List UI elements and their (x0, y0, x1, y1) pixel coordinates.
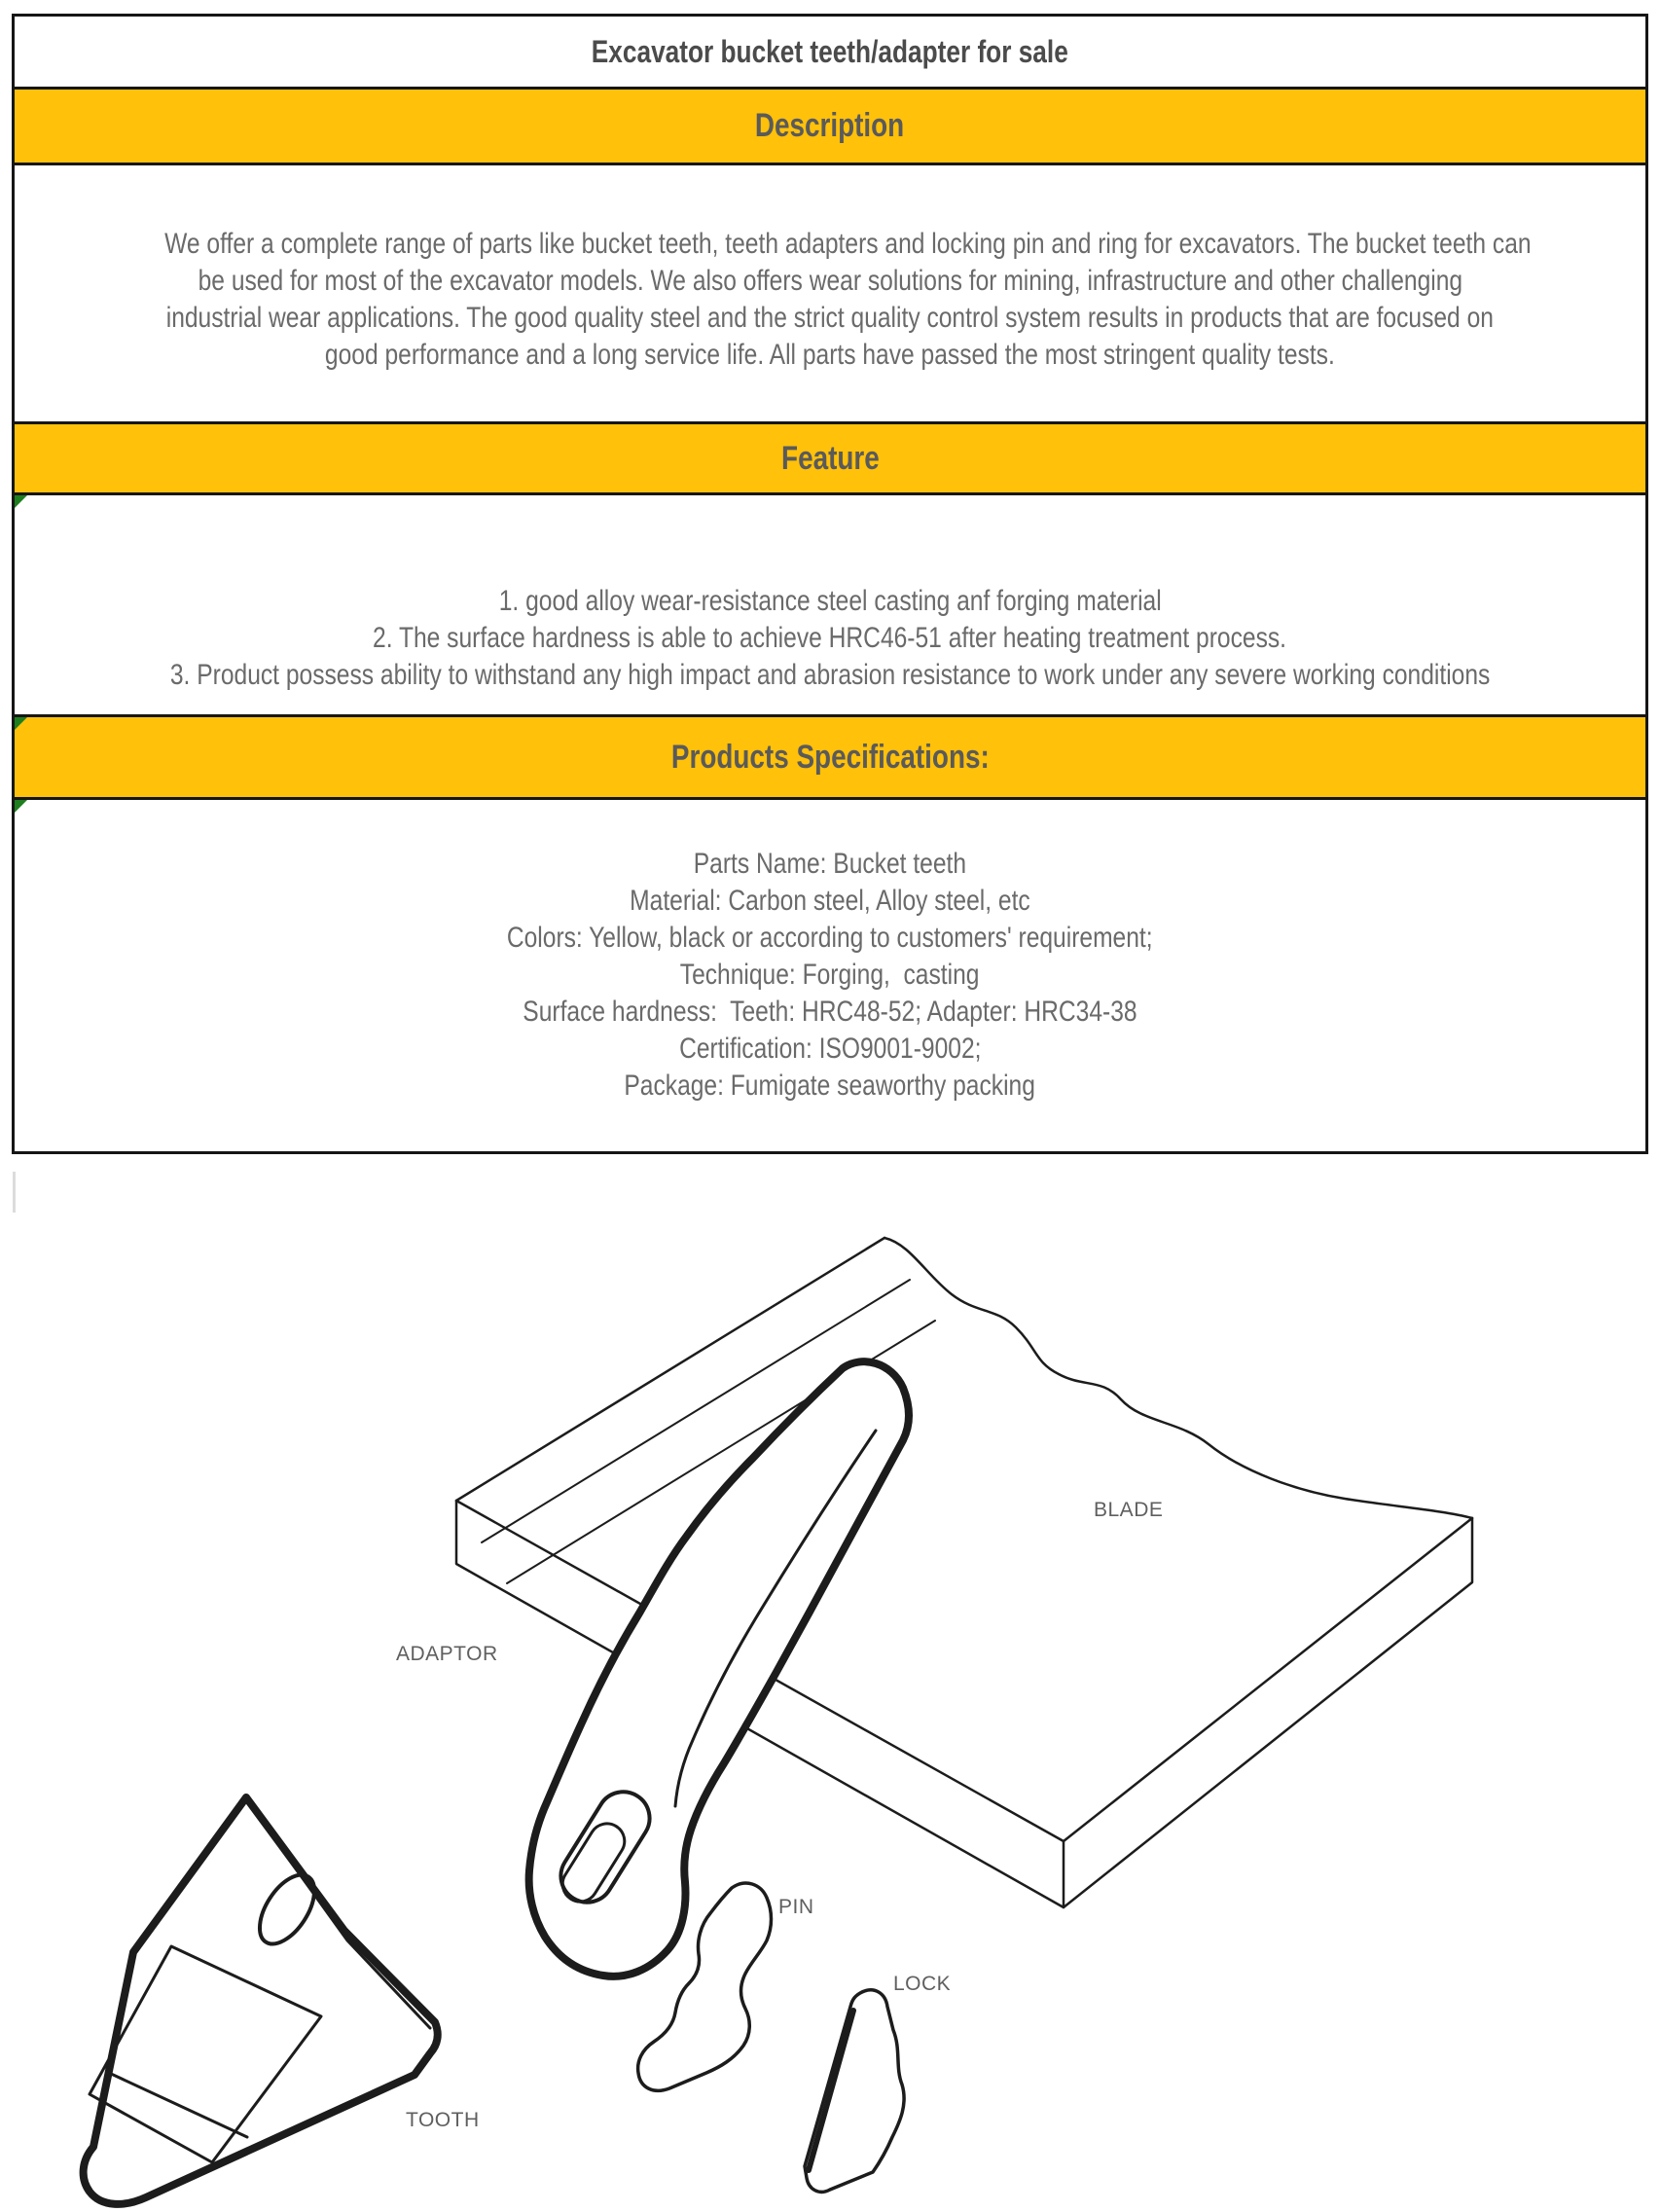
adaptor-label: ADAPTOR (396, 1643, 498, 1665)
cell-comment-marker (15, 800, 27, 813)
text-line: Surface hardness: Teeth: HRC48-52; Adapter: HRC34-38 (523, 996, 1137, 1028)
text-line: Certification: ISO9001-9002; (678, 1033, 982, 1065)
text-line: 1. good alloy wear-resistance steel casting anf forging material (498, 585, 1162, 617)
tooth-label: TOOTH (406, 2109, 480, 2131)
section-header-label: Products Specifications: (670, 738, 990, 776)
cell-comment-marker (15, 717, 27, 730)
product-table (12, 14, 1648, 1154)
text-line: be used for most of the excavator models. We also offers wear solutions for mining, infrastructure and other challenging (198, 265, 1462, 297)
text-line: 3. Product possess ability to withstand any high impact and abrasion resistance to work under any severe working conditions (169, 659, 1491, 691)
text-line: 2. The surface hardness is able to achieve HRC46-51 after heating treatment process. (373, 622, 1287, 654)
text-line: industrial wear applications. The good quality steel and the strict quality control system results in products that are focused on (165, 302, 1495, 334)
section-body-specifications (15, 797, 1645, 1151)
section-header-feature (15, 421, 1645, 492)
section-body-description (15, 163, 1645, 421)
page-title: Excavator bucket teeth/adapter for sale (591, 33, 1069, 69)
lock-label: LOCK (893, 1973, 952, 1995)
text-line: Package: Fumigate seaworthy packing (624, 1070, 1036, 1102)
text-line: good performance and a long service life. All parts have passed the most stringent quality tests. (325, 339, 1335, 371)
text-line: We offer a complete range of parts like bucket teeth, teeth adapters and locking pin and ring for excavators. The bucket teeth can (164, 228, 1532, 260)
blade-label: BLADE (1094, 1499, 1164, 1521)
section-header-description (15, 87, 1645, 163)
text-line: Colors: Yellow, black or according to customers' requirement; (507, 922, 1153, 954)
section-body-feature (15, 492, 1645, 714)
title-row (15, 17, 1645, 87)
text-line: Material: Carbon steel, Alloy steel, etc (630, 885, 1030, 917)
section-header-label: Feature (780, 439, 880, 477)
lock-drawing (805, 1990, 904, 2193)
text-line: Technique: Forging, casting (680, 959, 980, 991)
text-line: Parts Name: Bucket teeth (693, 848, 967, 880)
cell-comment-marker (15, 495, 27, 508)
section-header-label: Description (755, 107, 905, 144)
tooth-drawing (84, 1797, 438, 2204)
parts-diagram (0, 1168, 1660, 2212)
section-header-specifications (15, 714, 1645, 797)
pin-label: PIN (778, 1896, 814, 1918)
